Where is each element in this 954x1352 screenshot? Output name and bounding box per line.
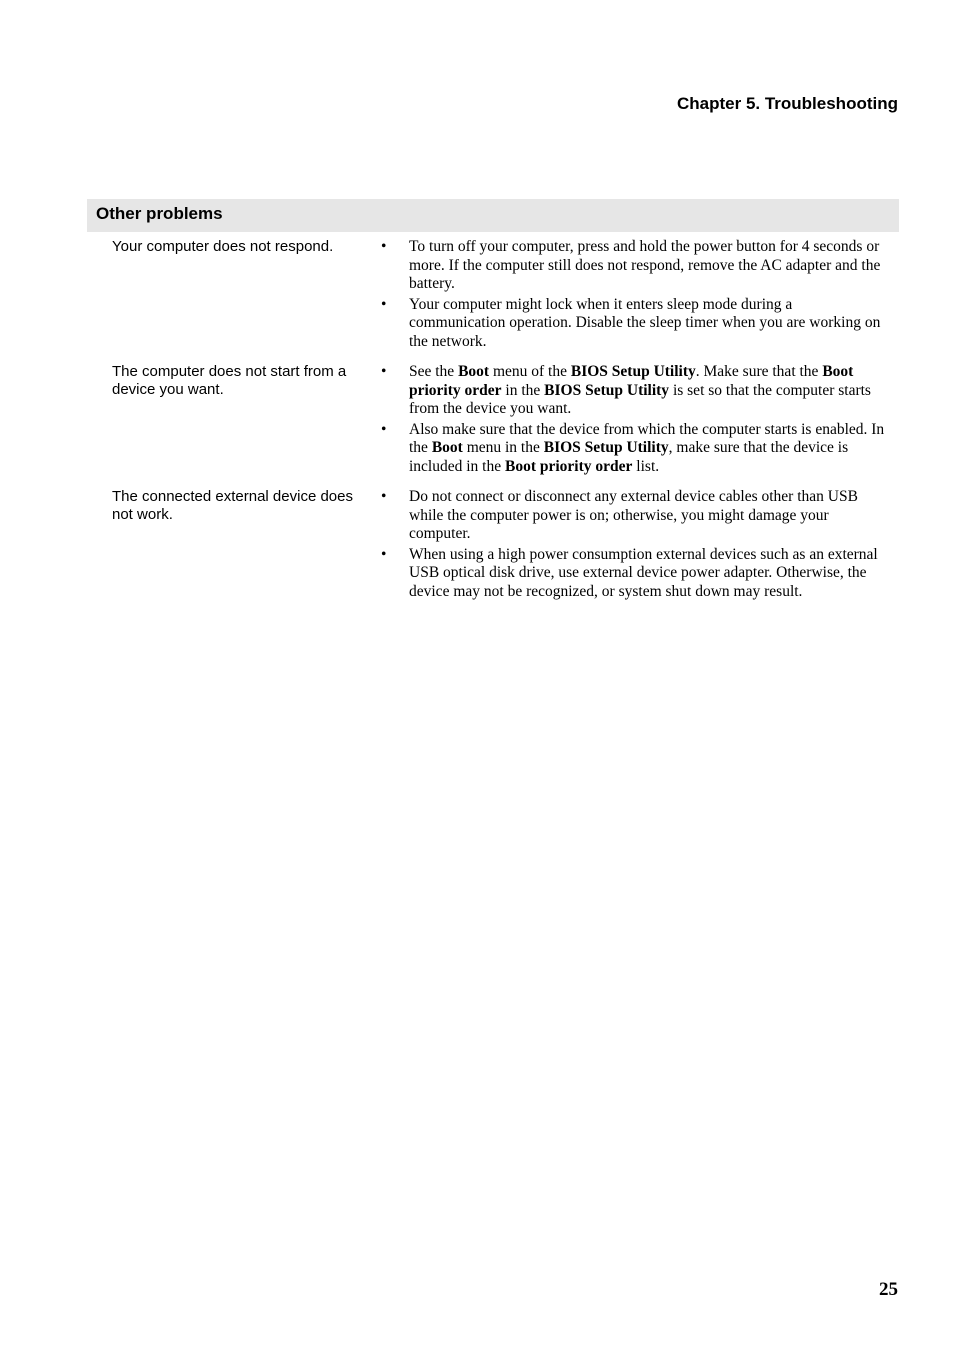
bullet-icon: • [381,545,387,563]
solution-item [381,421,891,477]
solution-text: is set so that the computer starts from the device you want. [409,381,871,417]
problem-description: The computer does not start from a device you want. [112,363,347,398]
bullet-icon: • [381,420,387,438]
bullet-icon: • [381,488,387,505]
problem-description: The connected external device does not work. [112,488,353,523]
emphasized-term: Boot [458,363,490,380]
solution-text: menu of the [489,363,571,380]
solution-text: When using a high power consumption external devices such as an external USB optical disk drive, use external device power adapter. Otherwise, the device may not be recognized, or system shut down may result. [409,545,878,600]
emphasized-term: Boot priority order [505,457,633,475]
solution-text: Also make sure that the device from which the computer starts is enabled. In the [409,420,885,456]
solution-text: menu in the [462,439,544,456]
solution-list [381,238,891,353]
chapter-heading: Chapter 5. Troubleshooting [676,94,898,113]
bullet-icon: • [381,295,387,313]
solution-list [381,488,891,603]
solution-item [381,488,891,544]
solution-item [381,238,891,294]
solution-text: in the [501,381,545,399]
solution-item [381,296,891,352]
solution-list [381,363,891,478]
solution-text: See the [409,363,459,380]
section-header-bar [87,199,899,232]
solution-text: To turn off your computer, press and hold the power button for 4 seconds or more. If the computer still does not respond, remove the AC adapter and the battery. [409,238,881,292]
emphasized-term: Boot priority order [409,363,854,399]
solution-text: Your computer might lock when it enters sleep mode during a communication operation. Disable the sleep timer when you are working on the network. [409,295,881,350]
section-title: Other problems [96,204,223,223]
emphasized-term: Boot [431,439,463,456]
emphasized-term: BIOS Setup Utility [544,381,670,399]
emphasized-term: BIOS Setup Utility [570,363,696,380]
solution-text: list. [632,457,660,475]
page-number: 25 [879,1279,898,1300]
emphasized-term: BIOS Setup Utility [543,439,669,456]
solution-text: . Make sure that the [695,363,823,380]
bullet-icon: • [381,238,387,255]
bullet-icon: • [381,363,387,380]
solution-item [381,363,891,419]
solution-text: Do not connect or disconnect any external device cables other than USB while the computer power is on; otherwise, you might damage your computer. [409,488,858,542]
solution-item [381,546,891,602]
problem-description: Your computer does not respond. [112,238,334,255]
solution-text: , make sure that the device is included in the [409,439,849,475]
